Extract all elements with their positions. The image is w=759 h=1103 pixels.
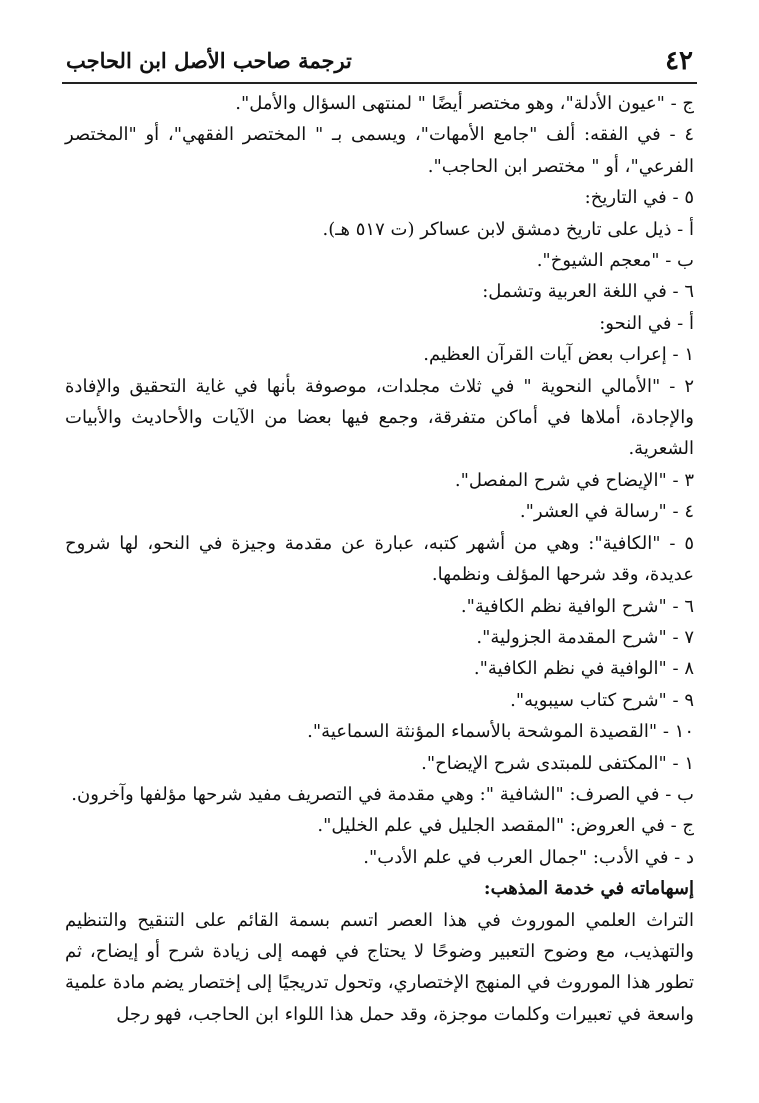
paragraph: ٦ - في اللغة العربية وتشمل:	[482, 281, 694, 303]
paragraph: التراث العلمي الموروث في هذا العصر اتسم بسمة القائم على التنقيح والتنظيم والتهذيب، مع وضوح التعبير وضوحًا لا يحتاج في فهمه إلى زيادة شرح أو إيضاح، ثم تطور هذا الموروث في المنهج الإختصاري، وتحول تدريجيًا إلى إختصار يضم مادة علمية واسعة في تعبيرات وكلمات موجزة، وقد حمل هذا اللواء ابن الحاجب، فهو رجل	[65, 909, 694, 1025]
paragraph: ب - "معجم الشيوخ".	[536, 250, 694, 272]
paragraph: أ - في النحو:	[599, 312, 694, 334]
page-number: ٤٢	[665, 46, 693, 76]
paragraph: ٦ - "شرح الوافية نظم الكافية".	[460, 595, 694, 617]
paragraph: ٢ - "الأمالي النحوية " في ثلاث مجلدات، موصوفة بأنها في غاية التحقيق والإفادة والإجادة، أملاها في أماكن متفرقة، وجمع فيها بعضا من الآيات والأحاديث والأبيات الشعرية.	[65, 375, 694, 460]
paragraph: ٧ - "شرح المقدمة الجزولية".	[476, 626, 694, 648]
section-heading: إسهاماته في خدمة المذهب:	[483, 878, 694, 900]
paragraph: ج - في العروض: "المقصد الجليل في علم الخليل".	[317, 815, 694, 837]
page-header	[62, 38, 697, 84]
body-text	[65, 88, 694, 1030]
paragraph: ١ - "المكتفى للمبتدى شرح الإيضاح".	[421, 752, 694, 774]
running-title: ترجمة صاحب الأصل ابن الحاجب	[66, 48, 352, 73]
paragraph: ٩ - "شرح كتاب سيبويه".	[510, 689, 694, 711]
paragraph: ٨ - "الوافية في نظم الكافية".	[473, 658, 694, 680]
paragraph: د - في الأدب: "جمال العرب في علم الأدب".	[363, 846, 694, 868]
paragraph: ٤ - "رسالة في العشر".	[519, 501, 694, 523]
paragraph: أ - ذيل على تاريخ دمشق لابن عساكر (ت ٥١٧ هـ).	[322, 218, 694, 240]
paragraph: ٥ - "الكافية": وهي من أشهر كتبه، عبارة عن مقدمة وجيزة في النحو، لها شروح عديدة، وقد شرحها المؤلف ونظمها.	[65, 532, 694, 586]
paragraph: ٥ - في التاريخ:	[584, 187, 694, 209]
paragraph: ١٠ - "القصيدة الموشحة بالأسماء المؤنثة السماعية".	[307, 721, 694, 743]
paragraph: ٣ - "الإيضاح في شرح المفصل".	[454, 469, 694, 491]
paragraph: ب - في الصرف: "الشافية ": وهي مقدمة في التصريف مفيد شرحها مؤلفها وآخرون.	[71, 783, 694, 805]
paragraph: ج - "عيون الأدلة"، وهو مختصر أيضًا " لمنتهى السؤال والأمل".	[235, 93, 694, 114]
paragraph: ٤ - في الفقه: ألف "جامع الأمهات"، ويسمى بـ " المختصر الفقهي"، أو "المختصر الفرعي"، أو " مختصر ابن الحاجب".	[65, 124, 694, 177]
paragraph: ١ - إعراب بعض آيات القرآن العظيم.	[423, 344, 694, 366]
